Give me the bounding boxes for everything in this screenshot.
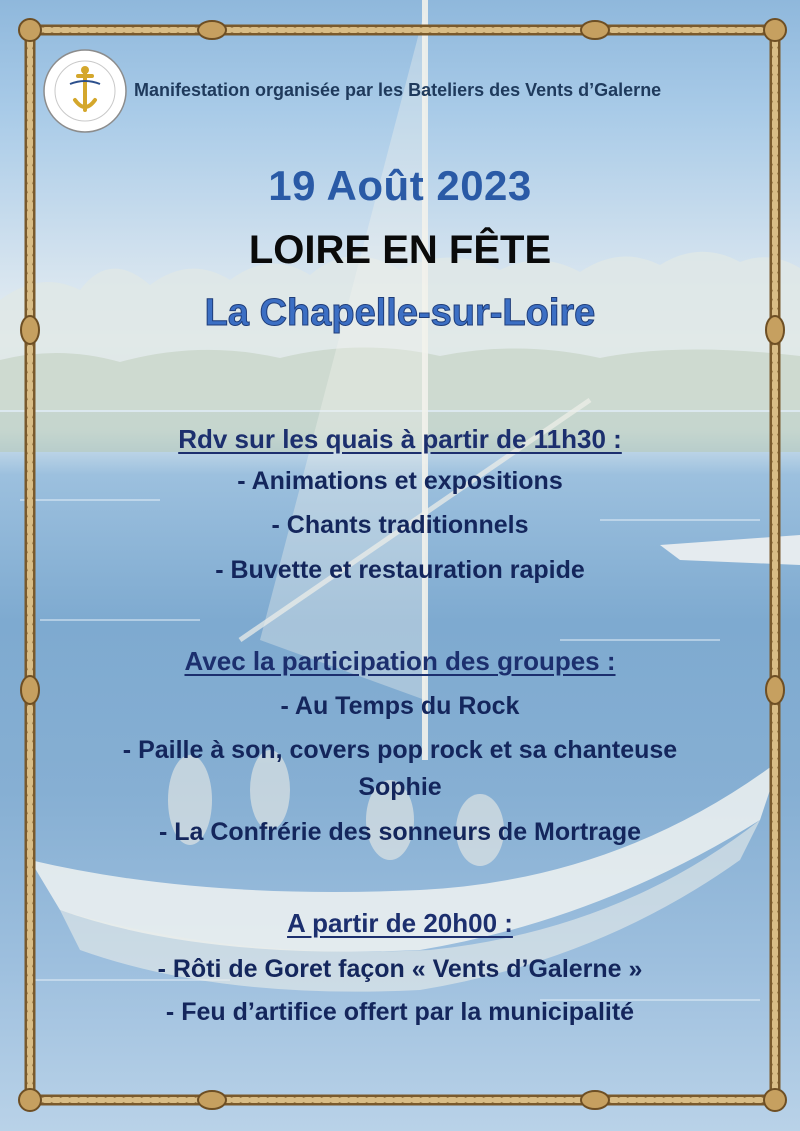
bateliers-logo [42,48,128,134]
band-item: - Paille à son, covers pop rock et sa chanteuse [122,736,678,764]
organizer-text: Manifestation organisée par les Bateliers des Vents d’Galerne [134,80,662,100]
event-date: 19 Août 2023 [268,162,532,209]
band-item-continued: Sophie [358,773,442,801]
activity-item: - Chants traditionnels [271,511,529,539]
evening-heading: A partir de 20h00 : [287,908,513,938]
evening-item: - Rôti de Goret façon « Vents d’Galerne » [157,955,643,983]
event-place: La Chapelle-sur-Loire [204,292,596,334]
event-title: LOIRE EN FÊTE [248,228,552,272]
band-item: - Au Temps du Rock [280,692,520,720]
band-item: - La Confrérie des sonneurs de Mortrage [158,818,642,846]
bands-heading: Avec la participation des groupes : [184,646,616,676]
morning-heading: Rdv sur les quais à partir de 11h30 : [178,424,622,454]
evening-item: - Feu d’artifice offert par la municipalité [165,998,635,1026]
activity-item: - Buvette et restauration rapide [215,556,585,584]
activity-item: - Animations et expositions [237,467,563,495]
